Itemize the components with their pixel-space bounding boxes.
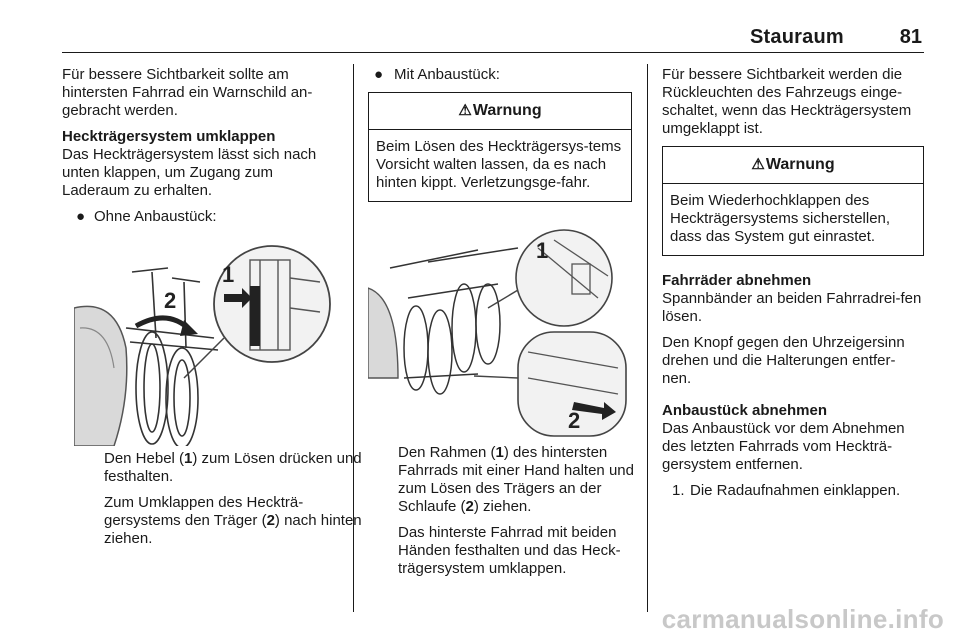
- middle-column: [368, 66, 632, 202]
- list-text: Die Radaufnahmen einklappen.: [690, 482, 901, 499]
- middle-step-1: [398, 444, 662, 516]
- text: ) des hintersten Fahrrads mit einer Hand halten und zum Lösen des Trägers an der Schlaufe (: [398, 444, 634, 515]
- ref-number: 2: [266, 512, 275, 529]
- left-illustration: [74, 238, 338, 446]
- warning-header: [663, 147, 923, 184]
- warning-box: [368, 92, 632, 202]
- middle-step-2: Das hinterste Fahrrad mit beiden Händen festhalten und das Heck-trägersystem umklappen.: [398, 524, 621, 577]
- left-section-text: Das Heckträgersystem lässt sich nach unten klappen, um Zugang zum Laderaum zu erhalten.: [62, 146, 317, 199]
- right-text-2: Das Anbaustück vor dem Abnehmen des letzten Fahrrads vom Heckträ-gersystem entfernen.: [662, 420, 905, 473]
- warning-text: Beim Wiederhochklappen des Heckträgersystems sicherstellen, dass das System gut einrastet.: [670, 192, 891, 245]
- ref-number: 2: [465, 498, 474, 515]
- warning-header: [369, 93, 631, 130]
- figure-label-2: 2: [568, 408, 581, 433]
- left-section-heading: Heckträgersystem umklappen: [62, 128, 276, 145]
- left-bullet: [62, 208, 340, 226]
- list-number: 1.: [672, 482, 685, 499]
- page-number: 81: [899, 26, 922, 48]
- middle-bullet: [368, 66, 632, 84]
- text: Zum Umklappen des Heckträ-gersystems den Träger (: [104, 494, 304, 529]
- warning-title: Warnung: [472, 102, 542, 119]
- warning-title: Warnung: [765, 156, 835, 173]
- ref-number: 1: [184, 450, 193, 467]
- left-steps: [76, 450, 368, 556]
- warning-text: Beim Lösen des Heckträgersys-tems Vorsicht walten lassen, da es nach hinten kippt. Verletzungsge-fahr.: [376, 138, 622, 191]
- bullet-dot: ●: [76, 208, 86, 225]
- text: Den Hebel (: [104, 450, 185, 467]
- text: ) zum Lösen drücken und festhalten.: [104, 450, 362, 485]
- watermark: carmanualsonline.info: [661, 604, 944, 634]
- middle-bullet-label: Mit Anbaustück:: [394, 66, 500, 83]
- warning-triangle-icon: ⚠: [458, 102, 472, 119]
- warning-box: [662, 146, 924, 256]
- warning-triangle-icon: ⚠: [751, 156, 765, 173]
- figure-label-1: 1: [222, 262, 235, 287]
- text: ) ziehen.: [473, 498, 532, 515]
- figure-label-1: 1: [536, 238, 549, 263]
- car-rear-shape: [74, 306, 127, 446]
- right-text-1a: Spannbänder an beiden Fahrradrei-fen lösen.: [662, 290, 922, 325]
- right-list-item: [662, 482, 924, 500]
- text: ) nach hinten ziehen.: [104, 512, 362, 547]
- figure-label-2: 2: [164, 288, 177, 313]
- detail-inset-1: [516, 230, 612, 326]
- right-intro: Für bessere Sichtbarkeit werden die Rückleuchten des Fahrzeugs einge-schaltet, wenn das Heckträgersystem umgeklappt ist.: [662, 66, 912, 137]
- left-column: [62, 66, 340, 234]
- right-heading-2: Anbaustück abnehmen: [662, 402, 828, 419]
- left-bullet-label: Ohne Anbaustück:: [94, 208, 217, 225]
- bullet-dot: ●: [374, 66, 384, 83]
- middle-illustration: [368, 228, 632, 442]
- header-rule: [62, 52, 924, 53]
- right-column: [662, 66, 924, 508]
- right-heading-1: Fahrräder abnehmen: [662, 272, 812, 289]
- page-title: Stauraum: [750, 26, 844, 48]
- left-step-1: [104, 450, 368, 486]
- text: Den Rahmen (: [398, 444, 496, 461]
- right-text-1b: Den Knopf gegen den Uhrzeigersinn drehen und die Halterungen entfer-nen.: [662, 334, 905, 387]
- left-step-2: [104, 494, 368, 548]
- left-intro: Für bessere Sichtbarkeit sollte am hintersten Fahrrad ein Warnschild an-gebracht werden.: [62, 66, 313, 119]
- ref-number: 1: [495, 444, 504, 461]
- middle-steps: [370, 444, 662, 586]
